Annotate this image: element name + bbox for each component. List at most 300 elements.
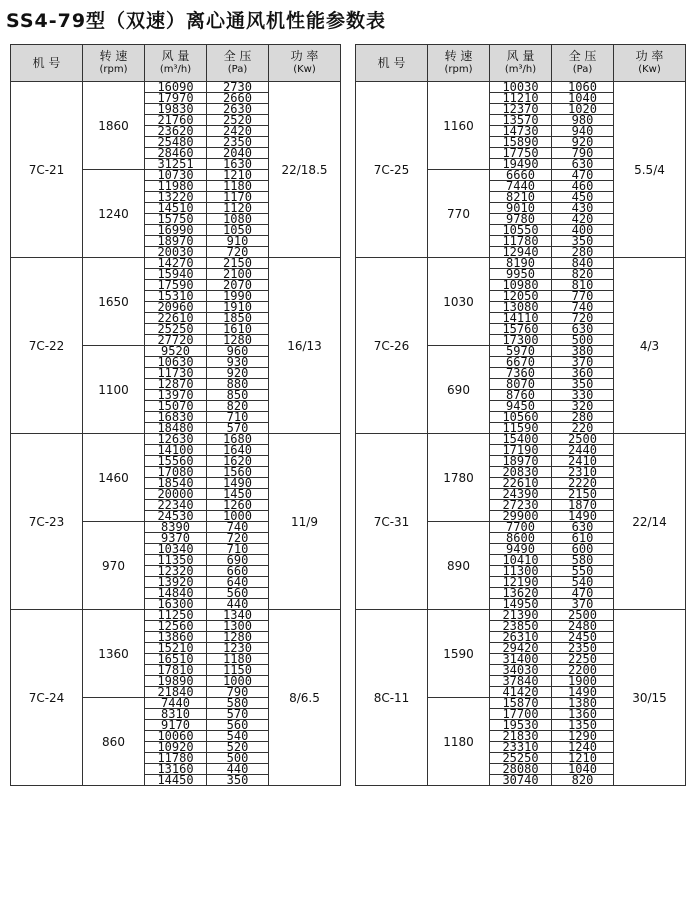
pressure-cell: 1150 <box>207 665 269 676</box>
speed-cell: 1240 <box>83 170 145 258</box>
speed-cell: 1860 <box>83 82 145 170</box>
pressure-cell: 1350 <box>552 720 614 731</box>
pressure-cell: 2480 <box>552 621 614 632</box>
pressure-cell: 2250 <box>552 654 614 665</box>
airflow-cell: 14110 <box>490 313 552 324</box>
pressure-cell: 1210 <box>207 170 269 181</box>
speed-cell: 1100 <box>83 346 145 434</box>
pressure-cell: 550 <box>552 566 614 577</box>
airflow-cell: 10340 <box>145 544 207 555</box>
pressure-cell: 560 <box>207 588 269 599</box>
pressure-cell: 400 <box>552 225 614 236</box>
speed-cell: 770 <box>428 170 490 258</box>
header-model: 机 号 <box>356 45 428 82</box>
header-pressure: 全 压 (Pa) <box>552 45 614 82</box>
pressure-cell: 440 <box>207 599 269 610</box>
airflow-cell: 13920 <box>145 577 207 588</box>
pressure-cell: 350 <box>552 236 614 247</box>
pressure-cell: 500 <box>552 335 614 346</box>
pressure-cell: 1280 <box>207 335 269 346</box>
airflow-cell: 7360 <box>490 368 552 379</box>
pressure-cell: 940 <box>552 126 614 137</box>
airflow-cell: 5970 <box>490 346 552 357</box>
airflow-cell: 11590 <box>490 423 552 434</box>
pressure-cell: 1000 <box>207 676 269 687</box>
header-power: 功 率 (Kw) <box>269 45 341 82</box>
speed-cell: 1780 <box>428 434 490 522</box>
power-cell: 30/15 <box>614 610 686 786</box>
pressure-cell: 920 <box>207 368 269 379</box>
pressure-cell: 2660 <box>207 93 269 104</box>
airflow-cell: 16090 <box>145 82 207 93</box>
pressure-cell: 720 <box>207 247 269 258</box>
table-row <box>11 610 341 621</box>
power-cell: 22/14 <box>614 434 686 610</box>
pressure-cell: 1380 <box>552 698 614 709</box>
pressure-cell: 1610 <box>207 324 269 335</box>
airflow-cell: 10060 <box>145 731 207 742</box>
pressure-cell: 1040 <box>552 93 614 104</box>
airflow-cell: 7440 <box>490 181 552 192</box>
airflow-cell: 15940 <box>145 269 207 280</box>
airflow-cell: 18480 <box>145 423 207 434</box>
airflow-cell: 17750 <box>490 148 552 159</box>
airflow-cell: 11300 <box>490 566 552 577</box>
pressure-cell: 420 <box>552 214 614 225</box>
airflow-cell: 34030 <box>490 665 552 676</box>
airflow-cell: 9520 <box>145 346 207 357</box>
airflow-cell: 13860 <box>145 632 207 643</box>
airflow-cell: 11780 <box>490 236 552 247</box>
pressure-cell: 1170 <box>207 192 269 203</box>
pressure-cell: 710 <box>207 544 269 555</box>
header-airflow: 风 量 (m³/h) <box>145 45 207 82</box>
pressure-cell: 1490 <box>552 687 614 698</box>
pressure-cell: 1080 <box>207 214 269 225</box>
airflow-cell: 9780 <box>490 214 552 225</box>
pressure-cell: 540 <box>552 577 614 588</box>
pressure-cell: 460 <box>552 181 614 192</box>
speed-cell: 860 <box>83 698 145 786</box>
airflow-cell: 14450 <box>145 775 207 786</box>
pressure-cell: 350 <box>207 775 269 786</box>
pressure-cell: 1290 <box>552 731 614 742</box>
speed-cell: 970 <box>83 522 145 610</box>
airflow-cell: 23620 <box>145 126 207 137</box>
pressure-cell: 630 <box>552 159 614 170</box>
pressure-cell: 1050 <box>207 225 269 236</box>
pressure-cell: 1300 <box>207 621 269 632</box>
table-header-row <box>356 45 686 82</box>
pressure-cell: 2150 <box>207 258 269 269</box>
airflow-cell: 31400 <box>490 654 552 665</box>
airflow-cell: 18970 <box>490 456 552 467</box>
airflow-cell: 25250 <box>490 753 552 764</box>
airflow-cell: 12190 <box>490 577 552 588</box>
pressure-cell: 2310 <box>552 467 614 478</box>
airflow-cell: 27230 <box>490 500 552 511</box>
airflow-cell: 11980 <box>145 181 207 192</box>
pressure-cell: 2500 <box>552 434 614 445</box>
pressure-cell: 280 <box>552 247 614 258</box>
airflow-cell: 8190 <box>490 258 552 269</box>
pressure-cell: 2150 <box>552 489 614 500</box>
airflow-cell: 41420 <box>490 687 552 698</box>
header-power: 功 率 (Kw) <box>614 45 686 82</box>
airflow-cell: 17700 <box>490 709 552 720</box>
airflow-cell: 11250 <box>145 610 207 621</box>
pressure-cell: 1240 <box>552 742 614 753</box>
pressure-cell: 1120 <box>207 203 269 214</box>
pressure-cell: 1360 <box>552 709 614 720</box>
pressure-cell: 930 <box>207 357 269 368</box>
pressure-cell: 850 <box>207 390 269 401</box>
pressure-cell: 1260 <box>207 500 269 511</box>
model-cell: 7C-25 <box>356 82 428 258</box>
airflow-cell: 11210 <box>490 93 552 104</box>
pressure-cell: 1560 <box>207 467 269 478</box>
airflow-cell: 25480 <box>145 137 207 148</box>
airflow-cell: 15400 <box>490 434 552 445</box>
airflow-cell: 8600 <box>490 533 552 544</box>
pressure-cell: 1620 <box>207 456 269 467</box>
pressure-cell: 350 <box>552 379 614 390</box>
pressure-cell: 720 <box>552 313 614 324</box>
airflow-cell: 21760 <box>145 115 207 126</box>
airflow-cell: 16830 <box>145 412 207 423</box>
airflow-cell: 19530 <box>490 720 552 731</box>
airflow-cell: 15070 <box>145 401 207 412</box>
speed-cell: 890 <box>428 522 490 610</box>
pressure-cell: 570 <box>207 423 269 434</box>
pressure-cell: 2450 <box>552 632 614 643</box>
pressure-cell: 1280 <box>207 632 269 643</box>
airflow-cell: 13080 <box>490 302 552 313</box>
pressure-cell: 1180 <box>207 181 269 192</box>
airflow-cell: 12630 <box>145 434 207 445</box>
header-speed: 转 速 (rpm) <box>83 45 145 82</box>
airflow-cell: 8310 <box>145 709 207 720</box>
airflow-cell: 20030 <box>145 247 207 258</box>
airflow-cell: 16300 <box>145 599 207 610</box>
speed-cell: 1650 <box>83 258 145 346</box>
pressure-cell: 2070 <box>207 280 269 291</box>
pressure-cell: 2500 <box>552 610 614 621</box>
pressure-cell: 820 <box>552 269 614 280</box>
airflow-cell: 29420 <box>490 643 552 654</box>
pressure-cell: 370 <box>552 599 614 610</box>
header-airflow: 风 量 (m³/h) <box>490 45 552 82</box>
pressure-cell: 1210 <box>552 753 614 764</box>
pressure-cell: 1180 <box>207 654 269 665</box>
pressure-cell: 2350 <box>207 137 269 148</box>
pressure-cell: 840 <box>552 258 614 269</box>
airflow-cell: 15750 <box>145 214 207 225</box>
airflow-cell: 7700 <box>490 522 552 533</box>
airflow-cell: 10560 <box>490 412 552 423</box>
table-row <box>356 82 686 93</box>
airflow-cell: 13160 <box>145 764 207 775</box>
pressure-cell: 470 <box>552 588 614 599</box>
pressure-cell: 2630 <box>207 104 269 115</box>
airflow-cell: 22610 <box>490 478 552 489</box>
airflow-cell: 6660 <box>490 170 552 181</box>
airflow-cell: 12940 <box>490 247 552 258</box>
pressure-cell: 2200 <box>552 665 614 676</box>
airflow-cell: 9490 <box>490 544 552 555</box>
pressure-cell: 1630 <box>207 159 269 170</box>
airflow-cell: 8760 <box>490 390 552 401</box>
airflow-cell: 12050 <box>490 291 552 302</box>
pressure-cell: 630 <box>552 522 614 533</box>
airflow-cell: 17970 <box>145 93 207 104</box>
pressure-cell: 2730 <box>207 82 269 93</box>
airflow-cell: 7440 <box>145 698 207 709</box>
airflow-cell: 15210 <box>145 643 207 654</box>
pressure-cell: 1680 <box>207 434 269 445</box>
airflow-cell: 10030 <box>490 82 552 93</box>
power-cell: 11/9 <box>269 434 341 610</box>
airflow-cell: 11350 <box>145 555 207 566</box>
airflow-cell: 15560 <box>145 456 207 467</box>
pressure-cell: 880 <box>207 379 269 390</box>
pressure-cell: 580 <box>552 555 614 566</box>
pressure-cell: 810 <box>552 280 614 291</box>
airflow-cell: 28460 <box>145 148 207 159</box>
pressure-cell: 1490 <box>207 478 269 489</box>
speed-cell: 690 <box>428 346 490 434</box>
airflow-cell: 22610 <box>145 313 207 324</box>
model-cell: 7C-23 <box>11 434 83 610</box>
airflow-cell: 19490 <box>490 159 552 170</box>
airflow-cell: 17190 <box>490 445 552 456</box>
airflow-cell: 12320 <box>145 566 207 577</box>
airflow-cell: 10550 <box>490 225 552 236</box>
airflow-cell: 19890 <box>145 676 207 687</box>
airflow-cell: 14100 <box>145 445 207 456</box>
speed-cell: 1360 <box>83 610 145 698</box>
airflow-cell: 13970 <box>145 390 207 401</box>
airflow-cell: 17810 <box>145 665 207 676</box>
airflow-cell: 23850 <box>490 621 552 632</box>
speed-cell: 1180 <box>428 698 490 786</box>
speed-cell: 1460 <box>83 434 145 522</box>
airflow-cell: 21840 <box>145 687 207 698</box>
airflow-cell: 17590 <box>145 280 207 291</box>
airflow-cell: 14510 <box>145 203 207 214</box>
airflow-cell: 11780 <box>145 753 207 764</box>
pressure-cell: 1640 <box>207 445 269 456</box>
pressure-cell: 370 <box>552 357 614 368</box>
model-cell: 7C-24 <box>11 610 83 786</box>
airflow-cell: 14270 <box>145 258 207 269</box>
airflow-cell: 15870 <box>490 698 552 709</box>
airflow-cell: 15760 <box>490 324 552 335</box>
table-row <box>356 258 686 269</box>
airflow-cell: 9170 <box>145 720 207 731</box>
pressure-cell: 470 <box>552 170 614 181</box>
model-cell: 7C-21 <box>11 82 83 258</box>
pressure-cell: 330 <box>552 390 614 401</box>
airflow-cell: 17080 <box>145 467 207 478</box>
pressure-cell: 320 <box>552 401 614 412</box>
pressure-cell: 1900 <box>552 676 614 687</box>
airflow-cell: 11730 <box>145 368 207 379</box>
airflow-cell: 9010 <box>490 203 552 214</box>
pressure-cell: 1850 <box>207 313 269 324</box>
airflow-cell: 20000 <box>145 489 207 500</box>
pressure-cell: 1990 <box>207 291 269 302</box>
airflow-cell: 17300 <box>490 335 552 346</box>
speed-cell: 1030 <box>428 258 490 346</box>
airflow-cell: 31251 <box>145 159 207 170</box>
airflow-cell: 16510 <box>145 654 207 665</box>
airflow-cell: 25250 <box>145 324 207 335</box>
airflow-cell: 9950 <box>490 269 552 280</box>
pressure-cell: 450 <box>552 192 614 203</box>
header-model: 机 号 <box>11 45 83 82</box>
pressure-cell: 740 <box>552 302 614 313</box>
pressure-cell: 570 <box>207 709 269 720</box>
pressure-cell: 790 <box>552 148 614 159</box>
pressure-cell: 1450 <box>207 489 269 500</box>
airflow-cell: 15310 <box>145 291 207 302</box>
airflow-cell: 14840 <box>145 588 207 599</box>
power-cell: 5.5/4 <box>614 82 686 258</box>
pressure-cell: 820 <box>207 401 269 412</box>
table-row <box>356 610 686 621</box>
pressure-cell: 580 <box>207 698 269 709</box>
pressure-cell: 500 <box>207 753 269 764</box>
pressure-cell: 1340 <box>207 610 269 621</box>
pressure-cell: 2520 <box>207 115 269 126</box>
table-row <box>11 82 341 93</box>
airflow-cell: 6670 <box>490 357 552 368</box>
table-row <box>356 434 686 445</box>
airflow-cell: 13220 <box>145 192 207 203</box>
pressure-cell: 1040 <box>552 764 614 775</box>
pressure-cell: 690 <box>207 555 269 566</box>
pressure-cell: 640 <box>207 577 269 588</box>
model-cell: 7C-31 <box>356 434 428 610</box>
pressure-cell: 280 <box>552 412 614 423</box>
speed-cell: 1590 <box>428 610 490 698</box>
pressure-cell: 2100 <box>207 269 269 280</box>
airflow-cell: 10630 <box>145 357 207 368</box>
pressure-cell: 220 <box>552 423 614 434</box>
pressure-cell: 2040 <box>207 148 269 159</box>
pressure-cell: 360 <box>552 368 614 379</box>
airflow-cell: 13570 <box>490 115 552 126</box>
airflow-cell: 23310 <box>490 742 552 753</box>
airflow-cell: 24530 <box>145 511 207 522</box>
model-cell: 7C-22 <box>11 258 83 434</box>
power-cell: 4/3 <box>614 258 686 434</box>
pressure-cell: 960 <box>207 346 269 357</box>
table-header-row <box>11 45 341 82</box>
table-row <box>11 258 341 269</box>
airflow-cell: 15890 <box>490 137 552 148</box>
pressure-cell: 1020 <box>552 104 614 115</box>
power-cell: 8/6.5 <box>269 610 341 786</box>
power-cell: 16/13 <box>269 258 341 434</box>
airflow-cell: 29900 <box>490 511 552 522</box>
pressure-cell: 630 <box>552 324 614 335</box>
pressure-cell: 440 <box>207 764 269 775</box>
header-pressure: 全 压 (Pa) <box>207 45 269 82</box>
pressure-cell: 1000 <box>207 511 269 522</box>
airflow-cell: 26310 <box>490 632 552 643</box>
pressure-cell: 2350 <box>552 643 614 654</box>
table-row <box>11 434 341 445</box>
airflow-cell: 12870 <box>145 379 207 390</box>
pressure-cell: 520 <box>207 742 269 753</box>
page-title: SS4-79型（双速）离心通风机性能参数表 <box>6 10 387 32</box>
airflow-cell: 19830 <box>145 104 207 115</box>
airflow-cell: 16990 <box>145 225 207 236</box>
pressure-cell: 740 <box>207 522 269 533</box>
airflow-cell: 13620 <box>490 588 552 599</box>
pressure-cell: 770 <box>552 291 614 302</box>
performance-table-left <box>10 44 341 786</box>
airflow-cell: 28080 <box>490 764 552 775</box>
pressure-cell: 430 <box>552 203 614 214</box>
airflow-cell: 18970 <box>145 236 207 247</box>
airflow-cell: 10410 <box>490 555 552 566</box>
airflow-cell: 24390 <box>490 489 552 500</box>
airflow-cell: 37840 <box>490 676 552 687</box>
airflow-cell: 21390 <box>490 610 552 621</box>
pressure-cell: 1230 <box>207 643 269 654</box>
airflow-cell: 10730 <box>145 170 207 181</box>
speed-cell: 1160 <box>428 82 490 170</box>
pressure-cell: 1910 <box>207 302 269 313</box>
pressure-cell: 720 <box>207 533 269 544</box>
airflow-cell: 9450 <box>490 401 552 412</box>
pressure-cell: 540 <box>207 731 269 742</box>
airflow-cell: 20830 <box>490 467 552 478</box>
airflow-cell: 8070 <box>490 379 552 390</box>
pressure-cell: 2410 <box>552 456 614 467</box>
airflow-cell: 8210 <box>490 192 552 203</box>
airflow-cell: 14950 <box>490 599 552 610</box>
airflow-cell: 12370 <box>490 104 552 115</box>
pressure-cell: 2220 <box>552 478 614 489</box>
airflow-cell: 10980 <box>490 280 552 291</box>
performance-table-right <box>355 44 686 786</box>
pressure-cell: 920 <box>552 137 614 148</box>
airflow-cell: 14730 <box>490 126 552 137</box>
pressure-cell: 790 <box>207 687 269 698</box>
airflow-cell: 27720 <box>145 335 207 346</box>
pressure-cell: 560 <box>207 720 269 731</box>
airflow-cell: 10920 <box>145 742 207 753</box>
header-speed: 转 速 (rpm) <box>428 45 490 82</box>
airflow-cell: 18540 <box>145 478 207 489</box>
airflow-cell: 22340 <box>145 500 207 511</box>
airflow-cell: 21830 <box>490 731 552 742</box>
pressure-cell: 1060 <box>552 82 614 93</box>
airflow-cell: 30740 <box>490 775 552 786</box>
pressure-cell: 600 <box>552 544 614 555</box>
pressure-cell: 610 <box>552 533 614 544</box>
airflow-cell: 8390 <box>145 522 207 533</box>
pressure-cell: 710 <box>207 412 269 423</box>
pressure-cell: 1870 <box>552 500 614 511</box>
airflow-cell: 20960 <box>145 302 207 313</box>
model-cell: 7C-26 <box>356 258 428 434</box>
pressure-cell: 980 <box>552 115 614 126</box>
